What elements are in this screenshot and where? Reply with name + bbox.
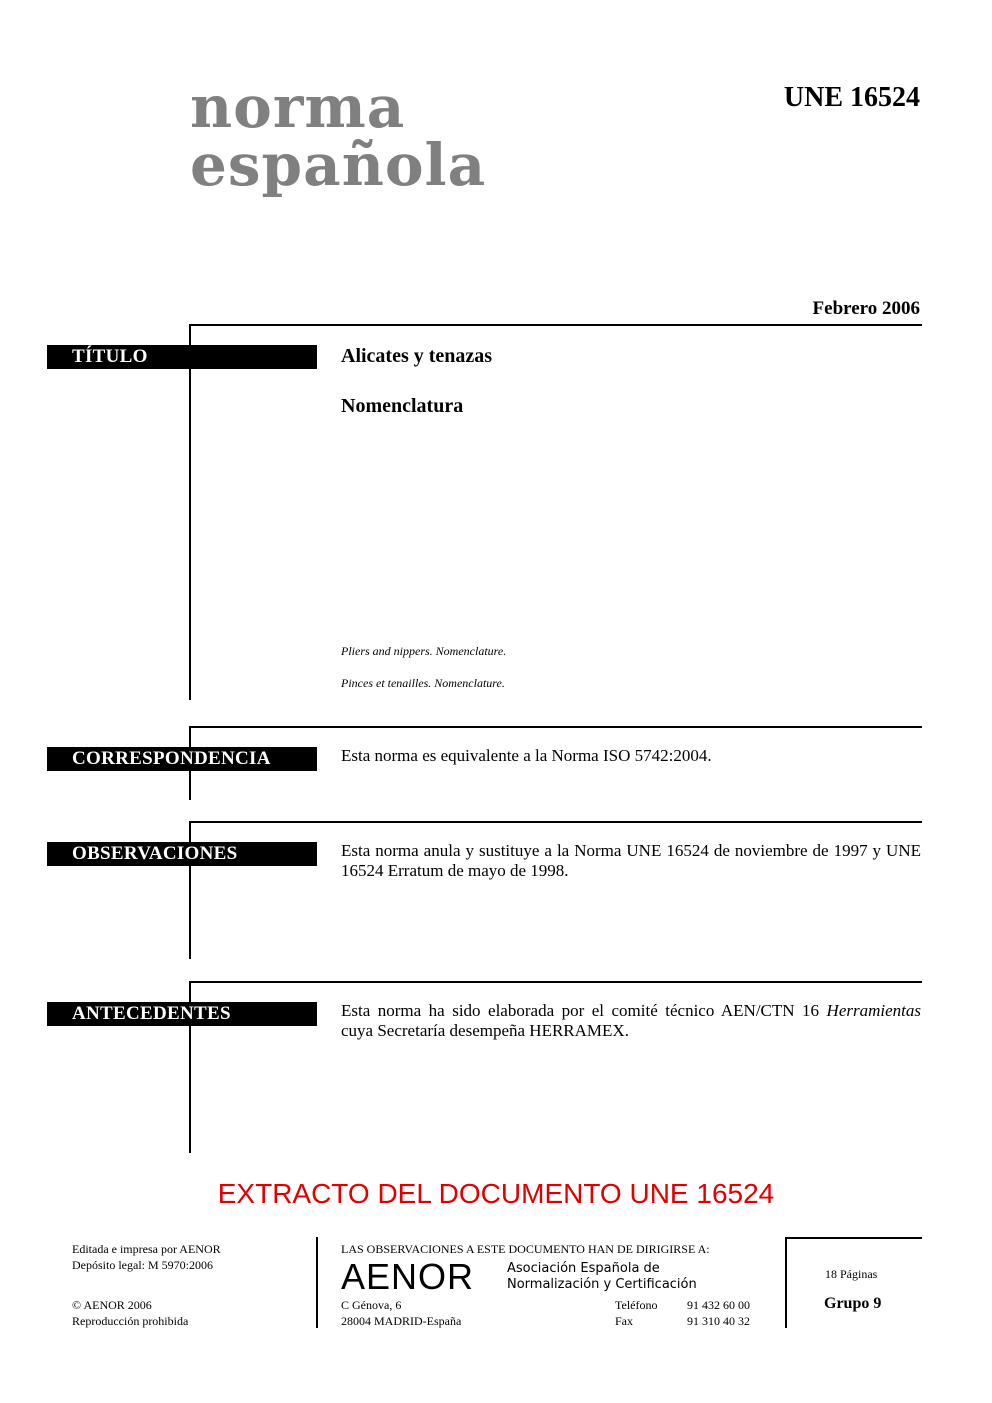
footer-contact-labels: [615, 1297, 657, 1329]
org-name-line1: Asociación Española de: [507, 1261, 660, 1276]
footer-address: [341, 1297, 461, 1329]
antecedentes-text: [341, 1001, 921, 1041]
fax-label: Fax: [615, 1314, 633, 1328]
section-divider: [189, 324, 922, 326]
brand-line-2: española: [190, 131, 487, 199]
footer-notice: LAS OBSERVACIONES A ESTE DOCUMENTO HAN DE DIRIGIRSE A:: [341, 1242, 710, 1256]
aenor-logo: AENOR: [341, 1256, 475, 1297]
section-label-titulo: TÍTULO: [47, 345, 317, 369]
pages-box-top: [785, 1237, 922, 1239]
committee-name: Herramientas: [826, 1001, 921, 1020]
section-label-observaciones: OBSERVACIONES: [47, 842, 317, 866]
section-divider: [189, 726, 922, 728]
antecedentes-text-part1: Esta norma ha sido elaborada por el comité técnico AEN/CTN 16: [341, 1001, 827, 1020]
phone-number: 91 432 60 00: [687, 1298, 750, 1312]
aenor-full-name: [507, 1261, 697, 1293]
copyright-line: © AENOR 2006: [72, 1298, 152, 1312]
price-group: Grupo 9: [824, 1295, 882, 1312]
org-name-line2: Normalización y Certificación: [507, 1277, 697, 1292]
phone-label: Teléfono: [615, 1298, 658, 1312]
footer-divider: [316, 1237, 318, 1328]
footer-copyright: [72, 1297, 188, 1329]
pages-box-left: [785, 1237, 787, 1328]
reproduction-notice: Reproducción prohibida: [72, 1314, 189, 1328]
section-rule: [189, 324, 191, 700]
extract-watermark: EXTRACTO DEL DOCUMENTO UNE 16524: [217, 1178, 775, 1209]
title-english: Pliers and nippers. Nomenclature.: [341, 644, 507, 658]
publication-date: Febrero 2006: [812, 298, 920, 319]
standard-code: UNE 16524: [783, 82, 920, 113]
section-divider: [189, 981, 922, 983]
fax-number: 91 310 40 32: [687, 1314, 750, 1328]
page-count: 18 Páginas: [825, 1267, 878, 1281]
footer-publisher: [72, 1241, 221, 1273]
section-label-correspondencia: CORRESPONDENCIA: [47, 747, 317, 771]
title-french: Pinces et tenailles. Nomenclature.: [341, 676, 505, 690]
brand-line-1: norma: [190, 73, 406, 141]
address-city: 28004 MADRID-España: [341, 1314, 462, 1328]
address-street: C Génova, 6: [341, 1298, 402, 1312]
section-divider: [189, 821, 922, 823]
correspondencia-text: Esta norma es equivalente a la Norma ISO 5742:2004.: [341, 746, 712, 765]
antecedentes-text-part2: cuya Secretaría desempeña HERRAMEX.: [341, 1021, 629, 1040]
footer-contact-values: [687, 1297, 750, 1329]
publisher-line: Editada e impresa por AENOR: [72, 1242, 221, 1256]
brand-wordmark: [190, 73, 487, 199]
observaciones-text: Esta norma anula y sustituye a la Norma UNE 16524 de noviembre de 1997 y UNE 16524 Erratum de mayo de 1998.: [341, 841, 921, 880]
document-subtitle: Nomenclatura: [341, 395, 464, 417]
legal-deposit: Depósito legal: M 5970:2006: [72, 1258, 213, 1272]
document-title: Alicates y tenazas: [341, 345, 493, 367]
section-label-antecedentes: ANTECEDENTES: [47, 1002, 317, 1026]
